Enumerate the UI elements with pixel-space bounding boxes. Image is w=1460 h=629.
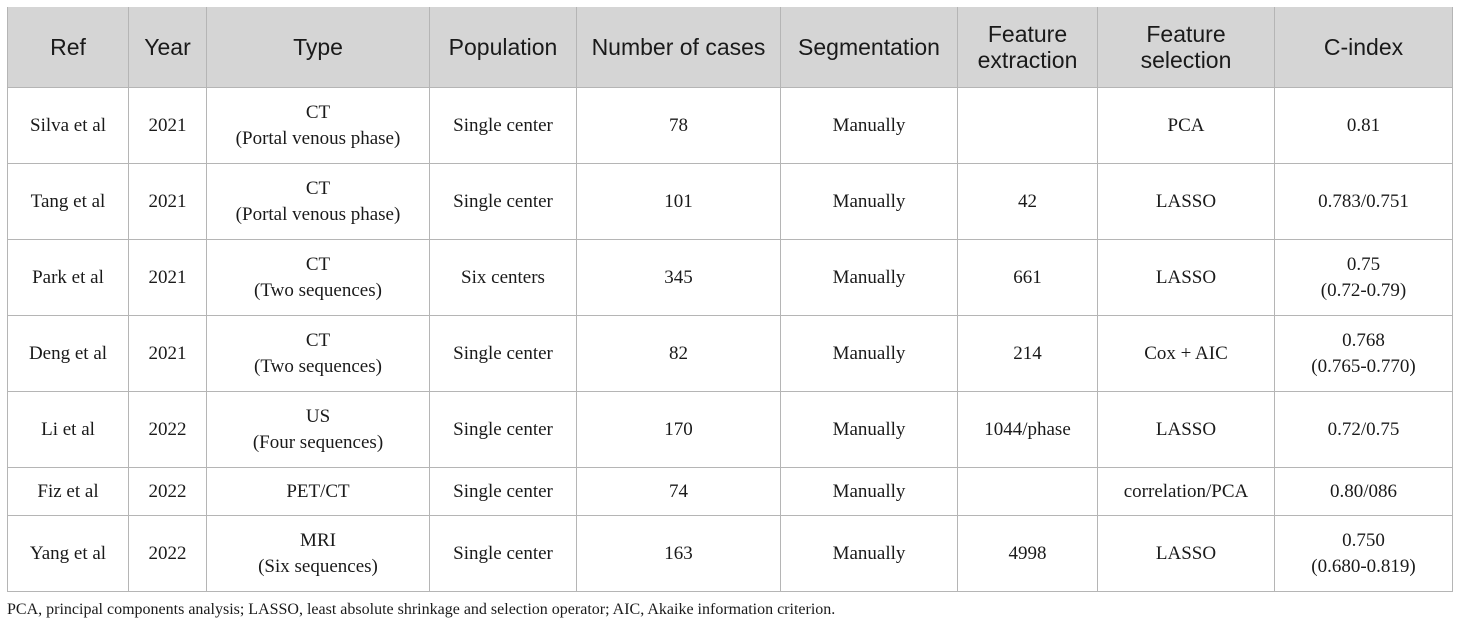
cell-c-index	[1275, 392, 1453, 468]
type-detail: (Portal venous phase)	[235, 203, 401, 225]
header-label: C-index	[1323, 34, 1404, 60]
header-feature-extraction	[958, 7, 1098, 88]
table-body	[8, 88, 1453, 592]
header-label: Type	[293, 34, 343, 60]
cell-ref: Park et al	[8, 240, 129, 316]
cell-type	[207, 88, 430, 164]
cell-selection: correlation/PCA	[1098, 468, 1275, 516]
cell-year: 2022	[129, 516, 207, 592]
cell-c-index	[1275, 88, 1453, 164]
table-row	[8, 240, 1453, 316]
header-number-of-cases	[577, 7, 781, 88]
header-label-line-2: selection	[1140, 47, 1232, 73]
cell-segmentation: Manually	[781, 316, 958, 392]
cell-extraction	[958, 468, 1098, 516]
header-ref	[8, 7, 129, 88]
cell-cases: 345	[577, 240, 781, 316]
cell-ref: Tang et al	[8, 164, 129, 240]
header-row	[8, 7, 1453, 88]
header-population	[430, 7, 577, 88]
cell-segmentation: Manually	[781, 240, 958, 316]
cell-year: 2021	[129, 88, 207, 164]
cell-cases: 163	[577, 516, 781, 592]
cell-ref: Li et al	[8, 392, 129, 468]
cell-extraction: 214	[958, 316, 1098, 392]
cell-cases: 170	[577, 392, 781, 468]
cell-type	[207, 164, 430, 240]
header-year	[129, 7, 207, 88]
table-row	[8, 392, 1453, 468]
cell-c-index	[1275, 240, 1453, 316]
type-modality: CT	[305, 253, 331, 275]
type-modality: CT	[305, 177, 331, 199]
cell-year: 2021	[129, 316, 207, 392]
cell-population: Single center	[430, 468, 577, 516]
table-row	[8, 88, 1453, 164]
cell-extraction: 42	[958, 164, 1098, 240]
header-label: Segmentation	[798, 34, 940, 60]
table-row	[8, 316, 1453, 392]
cell-extraction: 4998	[958, 516, 1098, 592]
table-header	[8, 7, 1453, 88]
cell-population: Single center	[430, 392, 577, 468]
cell-cases: 82	[577, 316, 781, 392]
c-index-value: 0.75	[1346, 253, 1381, 275]
type-detail: (Four sequences)	[252, 431, 384, 453]
cell-ref: Fiz et al	[8, 468, 129, 516]
cell-population: Single center	[430, 88, 577, 164]
c-index-value: 0.750	[1342, 529, 1385, 551]
cell-type	[207, 468, 430, 516]
cell-population: Single center	[430, 316, 577, 392]
type-modality: MRI	[300, 529, 336, 551]
header-label: Number of cases	[591, 34, 766, 60]
cell-selection: LASSO	[1098, 392, 1275, 468]
header-label-line-1: Feature	[1146, 21, 1226, 47]
c-index-interval: (0.72-0.79)	[1320, 279, 1407, 301]
type-detail: (Two sequences)	[254, 355, 382, 377]
c-index-value: 0.81	[1346, 114, 1381, 136]
cell-segmentation: Manually	[781, 468, 958, 516]
header-label: Population	[448, 34, 558, 60]
header-type	[207, 7, 430, 88]
results-table	[7, 7, 1453, 592]
cell-selection: LASSO	[1098, 240, 1275, 316]
c-index-value: 0.80/086	[1329, 480, 1398, 502]
results-table-container	[7, 7, 1452, 592]
cell-c-index	[1275, 516, 1453, 592]
table-row	[8, 164, 1453, 240]
c-index-value: 0.783/0.751	[1318, 190, 1409, 212]
type-detail: (Two sequences)	[254, 279, 382, 301]
cell-segmentation: Manually	[781, 88, 958, 164]
header-feature-selection	[1098, 7, 1275, 88]
cell-type	[207, 392, 430, 468]
type-modality: US	[305, 405, 331, 427]
header-label-line-2: extraction	[977, 47, 1078, 73]
table-row	[8, 516, 1453, 592]
cell-year: 2022	[129, 468, 207, 516]
cell-segmentation: Manually	[781, 392, 958, 468]
cell-ref: Silva et al	[8, 88, 129, 164]
type-detail: (Portal venous phase)	[235, 127, 401, 149]
cell-extraction	[958, 88, 1098, 164]
cell-type	[207, 516, 430, 592]
type-modality: CT	[305, 329, 331, 351]
cell-year: 2021	[129, 240, 207, 316]
table-footnote: PCA, principal components analysis; LASSO, least absolute shrinkage and selection operator; AIC, Akaike information criterion.	[7, 601, 836, 618]
cell-type	[207, 240, 430, 316]
header-label: Year	[144, 34, 191, 60]
cell-c-index	[1275, 468, 1453, 516]
table-row	[8, 468, 1453, 516]
type-modality: CT	[305, 101, 331, 123]
cell-population: Single center	[430, 164, 577, 240]
cell-cases: 78	[577, 88, 781, 164]
type-modality: PET/CT	[286, 480, 350, 502]
header-label: Ref	[50, 34, 86, 60]
cell-year: 2022	[129, 392, 207, 468]
c-index-interval: (0.680-0.819)	[1311, 555, 1416, 577]
cell-c-index	[1275, 164, 1453, 240]
cell-ref: Yang et al	[8, 516, 129, 592]
cell-c-index	[1275, 316, 1453, 392]
header-label-line-1: Feature	[987, 21, 1068, 47]
cell-extraction: 661	[958, 240, 1098, 316]
cell-cases: 74	[577, 468, 781, 516]
type-detail: (Six sequences)	[258, 555, 378, 577]
c-index-value: 0.72/0.75	[1327, 418, 1400, 440]
cell-population: Single center	[430, 516, 577, 592]
header-c-index	[1275, 7, 1453, 88]
cell-selection: LASSO	[1098, 164, 1275, 240]
header-segmentation	[781, 7, 958, 88]
cell-population: Six centers	[430, 240, 577, 316]
cell-type	[207, 316, 430, 392]
cell-selection: PCA	[1098, 88, 1275, 164]
cell-segmentation: Manually	[781, 516, 958, 592]
cell-selection: Cox + AIC	[1098, 316, 1275, 392]
cell-selection: LASSO	[1098, 516, 1275, 592]
cell-year: 2021	[129, 164, 207, 240]
c-index-value: 0.768	[1342, 329, 1385, 351]
c-index-interval: (0.765-0.770)	[1311, 355, 1416, 377]
cell-extraction: 1044/phase	[958, 392, 1098, 468]
cell-cases: 101	[577, 164, 781, 240]
cell-segmentation: Manually	[781, 164, 958, 240]
cell-ref: Deng et al	[8, 316, 129, 392]
